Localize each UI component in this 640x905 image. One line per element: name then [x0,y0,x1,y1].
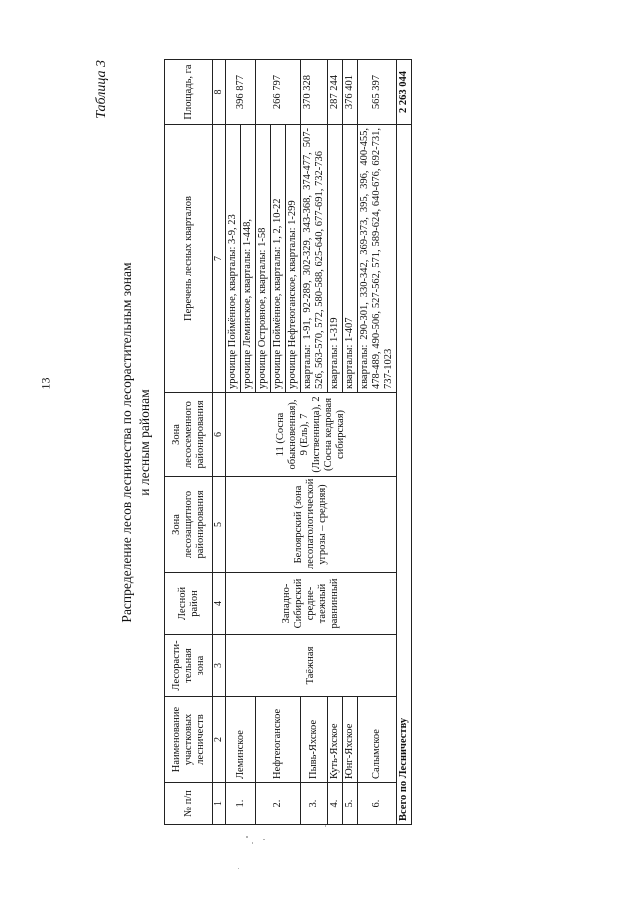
scan-speck [238,868,239,869]
header-quarters: Перечень лесных кварталов [165,125,213,393]
quarter-line: урочище Островное, кварталы: 1-58 [256,125,271,392]
table-title [118,60,154,825]
column-number-row [213,60,226,825]
col-number: 4 [213,573,226,635]
quarters-list [226,125,256,393]
scan-speck [252,842,253,844]
seed-zone: 11 (Сосна обыкновенная), 9 (Ель), 7 (Лиственница), 2 (Сосна кедровая сибирская) [226,393,397,477]
col-number: 6 [213,393,226,477]
area-value: 396 877 [226,60,256,125]
col-number: 8 [213,60,226,125]
scan-speck [263,839,265,840]
total-row [397,60,412,825]
forestry-name: Леминское [226,697,256,783]
quarter-line: урочище Нефтеюганское, кварталы: 1-299 [287,200,298,389]
row-num: 5. [343,783,358,825]
header-row [165,60,213,825]
table-row [226,60,256,825]
area-value: 376 401 [343,60,358,125]
header-num: № п/п [165,783,213,825]
quarters-list: кварталы: 290-301, 330-342, 369-373, 395, 396, 400-455, 478-489, 490-506, 527-562, 571, 589-624, 640-676, 692-731, 737-1023 [358,125,397,393]
col-number: 1 [213,783,226,825]
header-zone: Лесорасти-тельная зона [165,635,213,697]
header-name: Наименование участковых лесничеств [165,697,213,783]
total-label: Всего по Лесничеству [397,125,412,825]
row-num: 6. [358,783,397,825]
area-value: 370 328 [301,60,328,125]
protection-zone: Белоярский (зона лесопатологической угрозы – средняя) [226,477,397,573]
quarters-list [256,125,301,393]
quarter-line: урочище Поймённое, кварталы: 3-9, 23 [226,125,241,392]
area-value: 266 797 [256,60,301,125]
quarters-list: кварталы: 1-407 [343,125,358,393]
forest-region: Западно-Сибирский средне-таежный равнинный [226,573,397,635]
area-value: 565 397 [358,60,397,125]
page-number: 13 [38,377,53,390]
quarter-line: урочище Леминское, кварталы: 1-448, [242,219,253,389]
area-value: 287 244 [328,60,343,125]
title-line-2: и лесным районам [137,389,152,496]
quarters-list: кварталы: 1-91, 92-289, 302-329, 343-368, 374-477, 507-526, 563-570, 572, 580-588, 625-640, 677-691, 732-736 [301,125,328,393]
vegetation-zone: Таёжная [226,635,397,697]
forestry-name: Нефтеюганское [256,697,301,783]
col-number: 7 [213,125,226,393]
forest-distribution-table [164,59,412,825]
total-area: 2 263 044 [397,60,412,125]
rotated-page-content [94,60,622,825]
col-number: 3 [213,635,226,697]
forestry-name: Юнг-Яхское [343,697,358,783]
header-seed-zone: Зона лесосеменного районирования [165,393,213,477]
scan-speck [246,836,248,838]
col-number: 5 [213,477,226,573]
row-num: 2. [256,783,301,825]
forestry-name: Пывь-Яхское [301,697,328,783]
table-label: Таблица 3 [94,60,109,119]
row-num: 1. [226,783,256,825]
quarter-line: урочище Поймённое, кварталы: 1, 2, 10-22 [271,125,286,392]
forestry-name: Салымское [358,697,397,783]
quarters-list: кварталы: 1-319 [328,125,343,393]
header-region: Лесной район [165,573,213,635]
col-number: 2 [213,697,226,783]
row-num: 4. [328,783,343,825]
scan-speck [325,825,326,827]
title-line-1: Распределение лесов лесничества по лесорастительным зонам [119,262,134,623]
row-num: 3. [301,783,328,825]
header-area: Площадь, га [165,60,213,125]
forestry-name: Куть-Яхское [328,697,343,783]
header-protection-zone: Зона лесозащитного районирования [165,477,213,573]
